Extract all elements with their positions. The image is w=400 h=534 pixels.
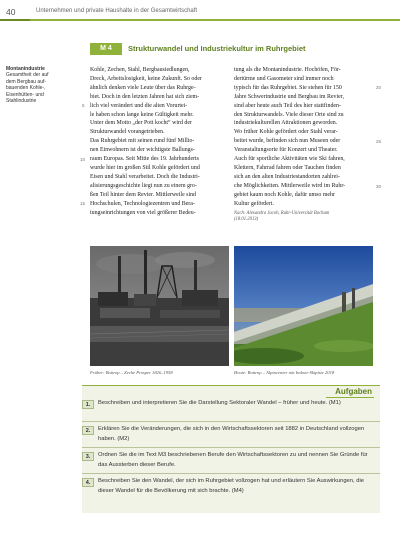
text-line: nen Einwohnern ist der wichtigste Ballungs- — [90, 147, 195, 154]
historic-colliery-photo — [90, 246, 229, 366]
text-line: Klettern, Fahrrad fahren oder Tauchen finden — [234, 164, 341, 171]
glossary-sidebar — [6, 66, 72, 104]
text-line: dertürme und Gasometer sind immer noch — [234, 75, 334, 82]
text-line: raum Europas. Seit Mitte des 19. Jahrhunderts — [90, 156, 199, 163]
line-number: 25 — [376, 139, 382, 144]
task-number: 3. — [82, 452, 94, 461]
text-line: Eisen und Stahl verarbeitet. Doch die Industri- — [90, 173, 200, 180]
text-line: sind aber heute auch Teil des hier stattfinden- — [234, 102, 341, 109]
text-line: Unter dem Motto „der Pott kocht“ wird der — [90, 120, 192, 127]
header-rule-accent — [0, 19, 30, 21]
text-line: industriekulturellen Attraktionen geworden. — [234, 120, 338, 127]
source-line: Nach: Alexandra Jacob, Ruhr-Universität Bochum — [234, 210, 330, 216]
line-number: 10 — [80, 157, 86, 162]
glossary-term: Montanindustrie — [6, 66, 45, 72]
glossary-line: Stahlindustrie — [6, 97, 37, 104]
line-number: 30 — [376, 184, 382, 189]
glossary-line: Eisenhütten- und — [6, 91, 44, 98]
text-line: Veranstaltungsorte für Konzert und Theater. — [234, 147, 338, 154]
glossary-line: Gesamtheit der auf — [6, 72, 49, 79]
photo-caption-left: Früher: Bottrop – Zeche Prosper 1826–1958 — [90, 370, 173, 375]
source-citation — [234, 211, 374, 223]
text-line: Wo früher Kohle gefördert oder Stahl verar- — [234, 129, 338, 136]
glossary-line: bauenden Kohle-, — [6, 85, 46, 92]
text-column-right — [234, 66, 374, 223]
task-divider — [82, 421, 380, 422]
text-line: Das Ruhrgebiet mit seinen rund fünf Millio- — [90, 138, 195, 145]
text-line: ßen Teil hinter dem Revier. Mittlerweile sind — [90, 191, 196, 198]
task-text: Ordnen Sie die im Text M3 beschriebenen Berufe den Wirtschaftssektoren zu und nennen Sie Gründe für das Aussterben dieser Berufe. — [98, 452, 368, 468]
text-line: che Möglichkeiten. Mittlerweile wird im Ruhr- — [234, 182, 346, 189]
line-number: 5 — [82, 103, 85, 108]
section-title: Strukturwandel und Industriekultur im Ruhrgebiet — [128, 44, 306, 53]
text-line: den Strukturwandels. Viele dieser Orte sind zu — [234, 111, 344, 118]
text-line: Hochschulen, Technologiezentren und Bera- — [90, 200, 195, 207]
tasks-box — [82, 385, 380, 513]
tasks-title: Aufgaben — [335, 387, 372, 396]
text-line: wurde hier im großen Stil Kohle gefördert und — [90, 164, 200, 171]
text-line: Dreck, Arbeitslosigkeit, keine Zukunft. So oder — [90, 75, 202, 82]
text-line: Jahre Schwerindustrie und Bergbau im Revier, — [234, 93, 344, 100]
glossary-line: dem Bergbau auf- — [6, 78, 47, 85]
text-line: typisch für das Ruhrgebiet. Sie stehen für 150 — [234, 84, 342, 91]
running-title: Unternehmen und private Haushalte in der Gesamtwirtschaft — [36, 8, 198, 14]
task-text: Erklären Sie die Veränderungen, die sich in den Wirtschaftssektoren seit 1882 in Deutschland vollzogen haben. (M2) — [98, 426, 365, 442]
text-line: lich viel verändert und die alten Vorurtei- — [90, 102, 188, 109]
task-number: 4. — [82, 478, 94, 487]
task-number: 1. — [82, 400, 94, 409]
material-badge: M 4 — [90, 43, 122, 55]
task-text: Beschreiben Sie den Wandel, der sich im Ruhrgebiet vollzogen hat und erläutern Sie Auswirkungen, die dieser Wandel für die Bevölkerung mit sich brachte. (M4) — [98, 478, 364, 494]
text-line: ähnlich denken viele Leute über das Ruhrge- — [90, 84, 196, 91]
task-number: 2. — [82, 426, 94, 435]
text-line: biet. Doch in den letzten Jahren hat sich ziem- — [90, 93, 200, 100]
line-number: 20 — [376, 85, 382, 90]
text-line: Kultur gefördert. — [234, 200, 274, 207]
text-line: le haben schon lange keine Gültigkeit mehr. — [90, 111, 194, 118]
text-line: alisierungsgeschichte liegt nun zu einem gro- — [90, 182, 197, 189]
header-rule — [0, 19, 400, 21]
task-text: Beschreiben und interpretieren Sie die Darstellung Sektoraler Wandel – früher und heute. (M1) — [98, 400, 341, 406]
text-line: tung als die Montanindustrie. Hochöfen, För- — [234, 67, 341, 73]
text-line: tungseinrichtungen von viel größerer Bedeu- — [90, 209, 196, 216]
page-header — [0, 0, 400, 22]
text-line: sich an den alten Industriestandorten zahlrei- — [234, 173, 340, 180]
text-line: Auch für sportliche Aktivitäten wie Ski fahren, — [234, 156, 345, 163]
text-line: gebiet kaum noch Kohle, dafür umso mehr — [234, 191, 335, 198]
task-divider — [82, 447, 380, 448]
photo-caption-right: Heute: Bottrop – Alpincenter mit Indoor-Skipiste 2018 — [234, 370, 335, 375]
text-column-left — [90, 66, 230, 217]
source-line: (18.01.2013) — [234, 216, 259, 222]
page-number: 40 — [6, 7, 16, 17]
line-number: 15 — [80, 201, 86, 206]
indoor-ski-slope-photo — [234, 246, 373, 366]
text-line: Strukturwandel vorangetrieben. — [90, 129, 165, 136]
text-line: Kohle, Zechen, Stahl, Bergbausiedlungen, — [90, 67, 190, 73]
text-line: beitet wurde, befinden sich nun Museen oder — [234, 138, 341, 145]
tasks-title-rule — [326, 397, 374, 398]
task-divider — [82, 473, 380, 474]
